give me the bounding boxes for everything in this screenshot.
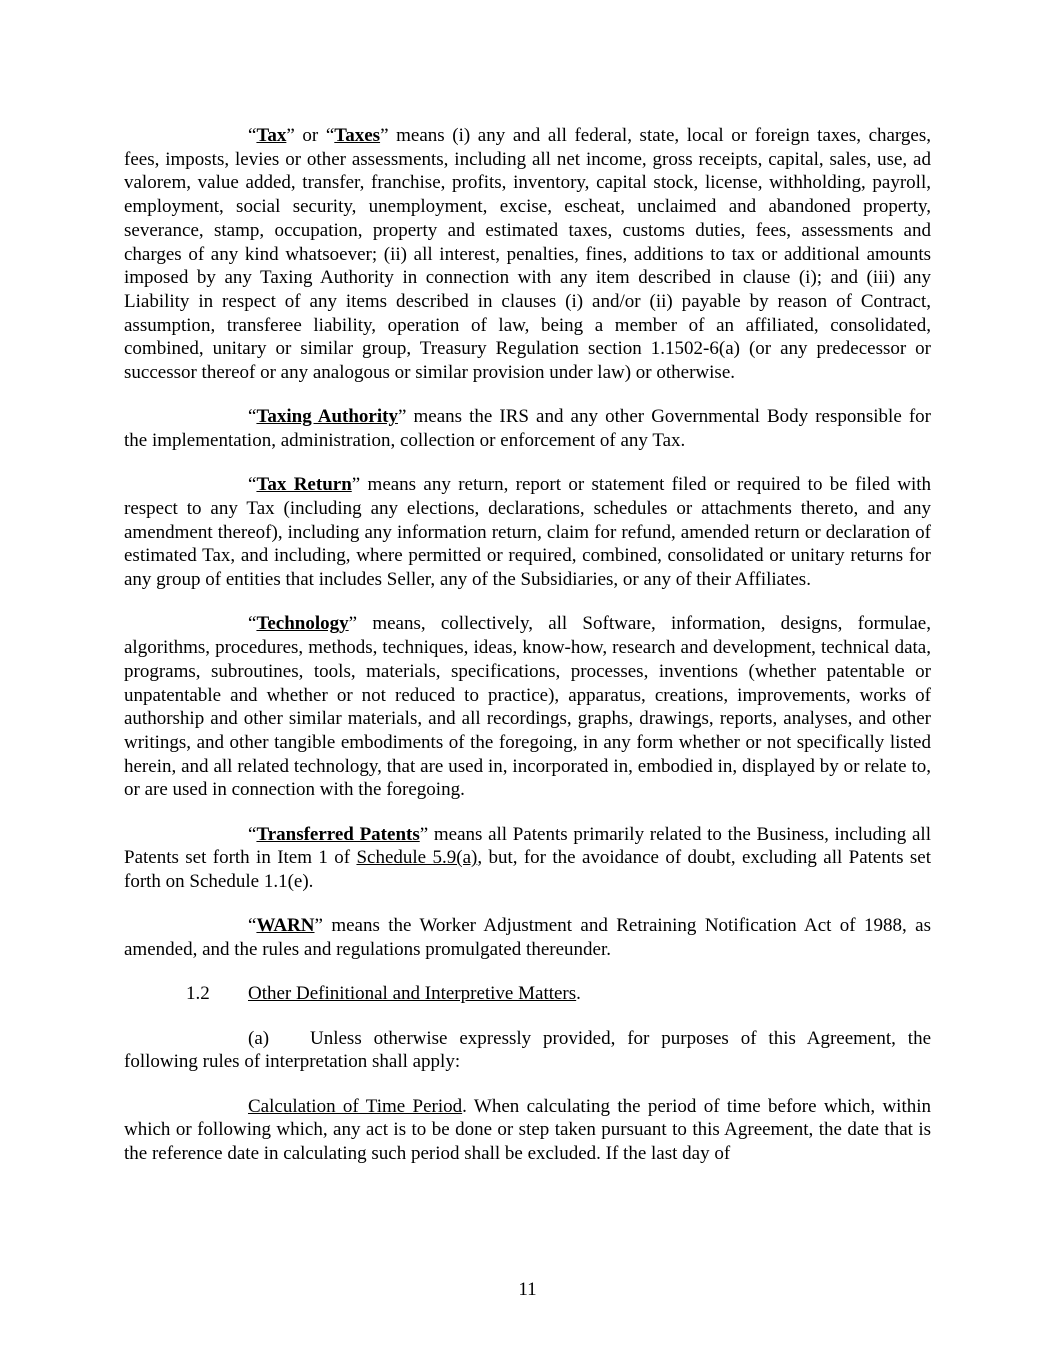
definition-tax: “Tax” or “Taxes” means (i) any and all federal, state, local or foreign taxes, charges, fees, imposts, levies or other assessments, including all net income, gross receipts, capital, sales, use, ad valorem, value added, transfer, franchise, profits, inventory, capital stock, license, withholding, payroll, employment, social security, unemployment, excise, escheat, unclaimed and abandoned property, severance, stamp, occupation, property and estimated taxes, customs duties, fees, assessments and charges of any kind whatsoever; (ii) all interest, penalties, fines, additions to tax or additional amounts imposed by any Taxing Authority in connection with any item described in clause (i); and (iii) any Liability in respect of any items described in clauses (i) and/or (ii) payable by reason of Contract, assumption, transferee liability, operation of law, being a member of an affiliated, consolidated, combined, unitary or similar group, Treasury Regulation section 1.1502-6(a) (or any predecessor or successor thereof or any analogous or similar provision under law) or otherwise.: [124, 125, 931, 384]
clause-label: (a): [248, 1027, 270, 1049]
definition-technology: “Technology” means, collectively, all Software, information, designs, formulae, algorithms, procedures, methods, techniques, ideas, know-how, research and development, technical data, programs, subroutines, tools, materials, specifications, processes, inventions (whether patentable or unpatentable and whether or not reduced to practice), apparatus, creations, improvements, works of authorship and other similar materials, and all recordings, graphs, drawings, reports, analyses, and other writings, and other tangible embodiments of the foregoing, in any form whether or not specifically listed herein, and all related technology, that are used in, incorporated in, embodied in, displayed by or relate to, or are used in connection with the foregoing.: [124, 613, 931, 801]
defined-term: WARN: [256, 915, 315, 937]
defined-term: Technology: [256, 613, 349, 635]
definition-taxing-authority: “Taxing Authority” means the IRS and any other Governmental Body responsible for the implementation, administration, collection or enforcement of any Tax.: [124, 406, 931, 452]
defined-term: Taxing Authority: [256, 406, 398, 428]
definition-tax-return: “Tax Return” means any return, report or statement filed or required to be filed with respect to any Tax (including any elections, declarations, schedules or attachments thereto, and any amendment thereof), including any information return, claim for refund, amended return or declaration of estimated Tax, and including, where permitted or required, combined, consolidated or unitary returns for any group of entities that includes Seller, any of the Subsidiaries, or any of their Affiliates.: [124, 474, 931, 591]
calculation-of-time-period: Calculation of Time Period. When calculating the period of time before which, within which or following which, any act is to be done or step taken pursuant to this Agreement, the date that is the reference date in calculating such period shall be excluded. If the last day of: [124, 1095, 932, 1165]
section-title: Other Definitional and Interpretive Matters: [248, 983, 577, 1005]
definition-warn: “WARN” means the Worker Adjustment and Retraining Notification Act of 1988, as amended, and the rules and regulations promulgated thereunder.: [124, 915, 931, 961]
schedule-reference: Schedule 5.9(a): [356, 847, 478, 869]
defined-term: Transferred Patents: [256, 823, 420, 845]
page-number: 11: [518, 1279, 537, 1300]
document-page: [124, 124, 931, 1186]
defined-term: Taxes: [334, 125, 381, 146]
section-number: 1.2: [186, 983, 210, 1005]
defined-term: Tax Return: [256, 474, 352, 496]
defined-term: Tax: [256, 125, 287, 146]
clause-a: (a) Unless otherwise expressly provided, for purposes of this Agreement, the following rules of interpretation shall apply:: [124, 1027, 931, 1073]
subheading: Calculation of Time Period: [248, 1095, 463, 1117]
definition-transferred-patents: “Transferred Patents” means all Patents primarily related to the Business, including all Patents set forth in Item 1 of Schedule 5.9(a), but, for the avoidance of doubt, excluding all Patents set forth on Schedule 1.1(e).: [124, 823, 931, 893]
section-heading: 1.2 Other Definitional and Interpretive Matters.: [124, 982, 931, 1006]
